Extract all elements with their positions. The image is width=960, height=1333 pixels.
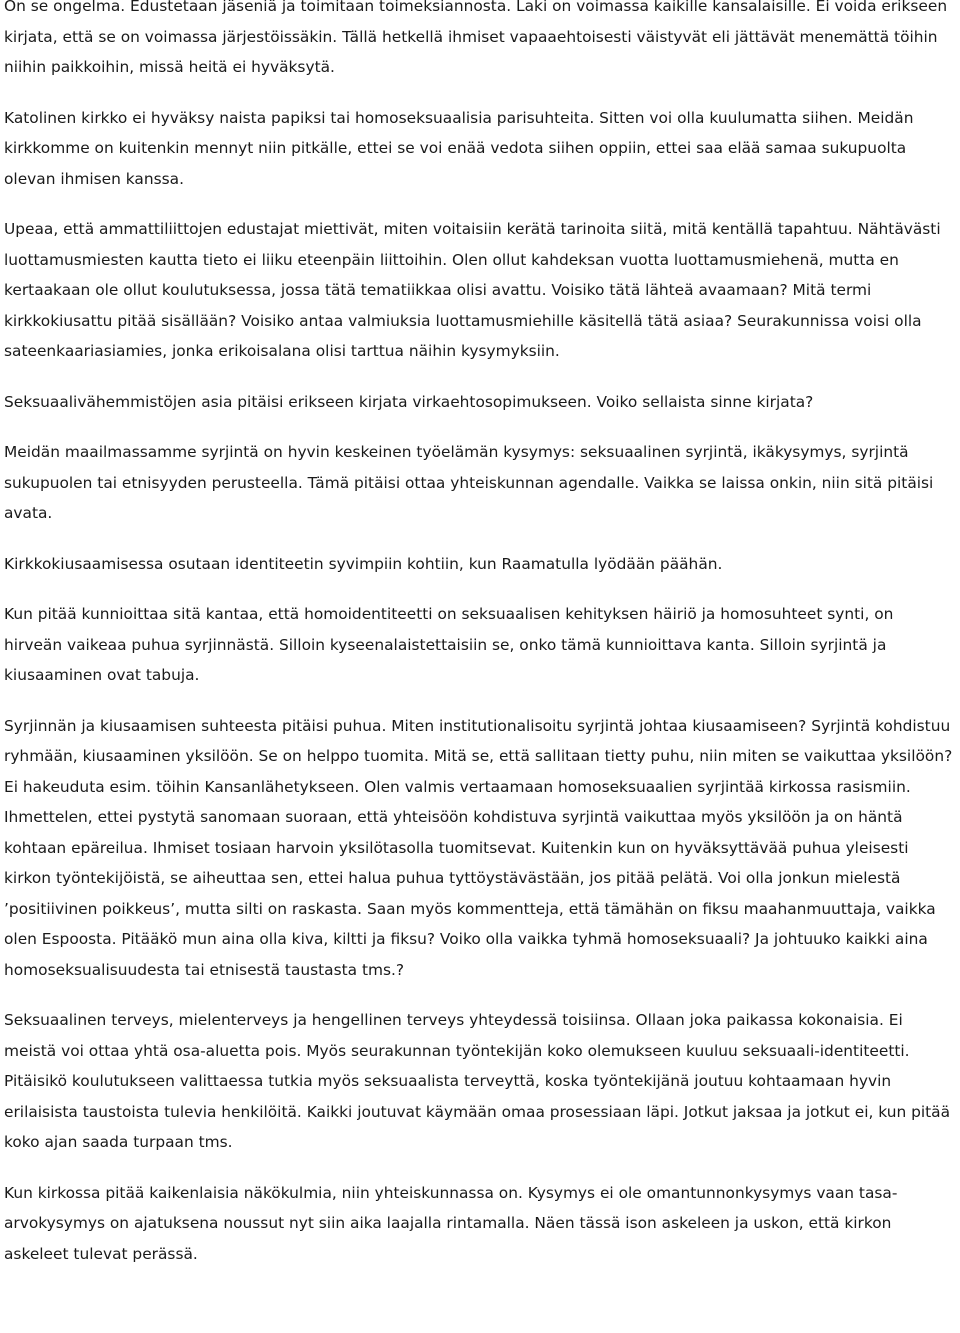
paragraph-8 [4, 711, 956, 986]
paragraph-9-text: Seksuaalinen terveys, mielenterveys ja hengellinen terveys yhteydessä toisiinsa. Ollaan joka paikassa kokonaisia. Ei meistä voi ottaa yhtä osa-aluetta pois. Myös seurakunnan työntekijän koko olemukseen kuuluu seksuaali-identiteetti. Pitäisikö koulutukseen valittaessa tutkia myös seksuaalista terveyttä, koska työntekijänä joutuu kohtaamaan hyvin erilaisista taustoista tulevia henkilöitä. Kaikki joutuvat käymään omaa prosessiaan läpi. Jotkut jaksaa ja jotkut ei, kun pitää koko ajan saada turpaan tms. [4, 1011, 951, 1151]
paragraph-4 [4, 387, 956, 418]
paragraph-7-text: Kun pitää kunnioittaa sitä kantaa, että homoidentiteetti on seksuaalisen kehityksen häiriö ja homosuhteet synti, on hirveän vaikeaa puhua syrjinnästä. Silloin kyseenalaistettaisiin se, onko tämä kunnioittava kanta. Silloin syrjintä ja kiusaaminen ovat tabuja. [4, 605, 894, 684]
paragraph-3-text: Upeaa, että ammattiliittojen edustajat miettivät, miten voitaisiin kerätä tarinoita siitä, mitä kentällä tapahtuu. Nähtävästi luottamusmiesten kautta tieto ei liiku eteenpäin liittoihin. Olen ollut kahdeksan vuotta luottamusmiehenä, mutta en kertaakaan ole ollut koulutuksessa, jossa tätä tematiikkaa olisi avattu. Voisiko tätä lähteä avaamaan? Mitä termi kirkkokiusattu pitää sisällään? Voisiko antaa valmiuksia luottamusmiehille käsitellä tätä asiaa? Seurakunnissa voisi olla sateenkaariasiamies, jonka erikoisalana olisi tarttua näihin kysymyksiin. [4, 220, 941, 360]
paragraph-1 [4, 0, 956, 83]
paragraph-5-text: Meidän maailmassamme syrjintä on hyvin keskeinen työelämän kysymys: seksuaalinen syrjintä, ikäkysymys, syrjintä sukupuolen tai etnisyyden perusteella. Tämä pitäisi ottaa yhteiskunnan agendalle. Vaikka se laissa onkin, niin sitä pitäisi avata. [4, 443, 934, 522]
paragraph-9 [4, 1005, 956, 1158]
paragraph-2-text: Katolinen kirkko ei hyväksy naista papiksi tai homoseksuaalisia parisuhteita. Sitten voi olla kuulumatta siihen. Meidän kirkkomme on kuitenkin mennyt niin pitkälle, ettei se voi enää vedota siihen oppiin, ettei saa elää samaa sukupuolta olevan ihmisen kanssa. [4, 108, 914, 188]
paragraph-3 [4, 214, 956, 367]
paragraph-10 [4, 1178, 956, 1270]
paragraph-10-text: Kun kirkossa pitää kaikenlaisia näkökulmia, niin yhteiskunnassa on. Kysymys ei ole omantunnonkysymys vaan tasa-arvokysymys on ajatuksena noussut nyt siin aika laajalla rintamalla. Näen tässä ison askeleen ja uskon, että kirkon askeleet tulevat perässä. [4, 1183, 898, 1263]
paragraph-6-text: Kirkkokiusaamisessa osutaan identiteetin syvimpiin kohtiin, kun Raamatulla lyödään päähän. [4, 554, 723, 573]
paragraph-8-text: Syrjinnän ja kiusaamisen suhteesta pitäisi puhua. Miten institutionalisoitu syrjintä johtaa kiusaamiseen? Syrjintä kohdistuu ryhmään, kiusaaminen yksilöön. Se on helppo tuomita. Mitä se, että sallitaan tietty puhu, niin miten se vaikuttaa yksilöön? Ei hakeuduta esim. töihin Kansanlähetykseen. Olen valmis vertaamaan homoseksuaalien syrjintää kirkossa rasismiin. Ihmettelen, ettei pystytä sanomaan suoraan, että yhteisöön kohdistuva syrjintä vaikuttaa myös yksilöön ja on häntä kohtaan epäreilua. Ihmiset tosiaan harvoin yksilötasolla tuomitsevat. Kuitenkin kun on hyväksyttävää puhua yleisesti kirkon työntekijöistä, se aiheuttaa sen, ettei halua puhua tyttöystävästään, jos pitää pelätä. Voi olla jonkun mielestä ’positiivinen poikkeus’, mutta silti on raskasta. Saan myös kommentteja, että tämähän on fiksu maahanmuuttaja, vaikka olen Espoosta. Pitääkö mun aina olla kiva, kiltti ja fiksu? Voiko olla vaikka tyhmä homoseksuaali? Ja johtuuko kaikki aina homoseksualisuudesta tai etnisestä taustasta tms.? [4, 716, 953, 979]
paragraph-4-text: Seksuaalivähemmistöjen asia pitäisi erikseen kirjata virkaehtosopimukseen. Voiko sellaista sinne kirjata? [4, 392, 814, 411]
paragraph-7 [4, 599, 956, 691]
paragraph-1-text: On se ongelma. Edustetaan jäseniä ja toimitaan toimeksiannosta. Laki on voimassa kaikille kansalaisille. Ei voida erikseen kirjata, että se on voimassa järjestöissäkin. Tällä hetkellä ihmiset vapaaehtoisesti väistyvät eli jättävät menemättä töihin niihin paikkoihin, missä heitä ei hyväksytä. [4, 0, 948, 76]
paragraph-5 [4, 437, 956, 529]
paragraph-2 [4, 103, 956, 195]
paragraph-6 [4, 549, 956, 580]
